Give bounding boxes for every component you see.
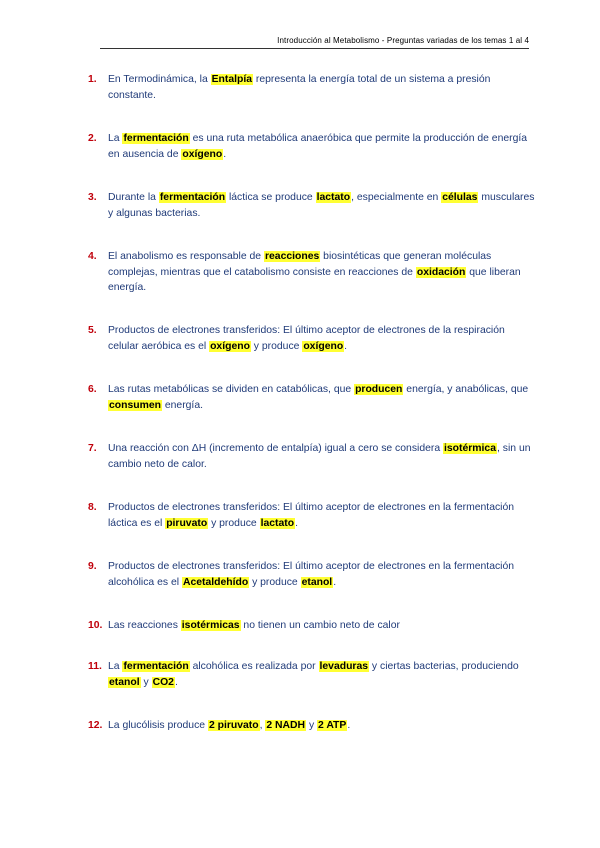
highlighted-term: reacciones	[264, 251, 320, 262]
text-segment: .	[344, 340, 348, 352]
highlighted-term: levaduras	[319, 661, 369, 672]
text-segment: Una reacción con ΔH (incremento de entalpía) igual a cero se considera	[108, 443, 444, 454]
question-number: 8.	[88, 502, 97, 513]
highlighted-term: fermentación	[123, 133, 189, 144]
highlighted-term: oxígeno	[303, 340, 344, 352]
highlighted-term: 2 ATP	[318, 720, 347, 731]
question-number: 6.	[88, 384, 97, 395]
text-segment: El anabolismo es responsable de	[108, 251, 264, 262]
question-item	[88, 559, 538, 590]
question-number: 3.	[88, 192, 97, 203]
question-item	[88, 323, 538, 354]
text-segment: .	[174, 676, 178, 688]
text-segment: biosintéticas que generan moléculas complejas, mientras que el catabolismo consiste en reacciones de	[108, 251, 492, 278]
text-segment: .	[295, 517, 298, 529]
question-item	[88, 500, 538, 531]
text-segment: .	[333, 576, 337, 588]
text-segment: Las reacciones	[108, 620, 181, 631]
question-item	[88, 441, 538, 472]
highlighted-term: fermentación	[123, 661, 189, 672]
text-segment: Productos de electrones transferidos: El último aceptor de electrones en la fermentación láctica es el	[108, 502, 515, 529]
text-segment: y ciertas bacterias, produciendo	[369, 661, 519, 672]
question-item	[88, 131, 538, 162]
highlighted-term: isotérmica	[444, 443, 496, 454]
highlighted-term: consumen	[109, 399, 161, 411]
text-segment: musculares y algunas bacterias.	[108, 192, 535, 219]
question-text	[108, 659, 538, 690]
question-text	[108, 618, 538, 634]
text-segment: y	[140, 676, 152, 688]
question-item	[88, 382, 538, 413]
highlighted-term: 2 NADH	[266, 720, 306, 731]
question-item	[88, 249, 538, 296]
highlighted-term: CO2	[152, 676, 174, 688]
question-number: 10.	[88, 620, 103, 631]
text-segment: energía, y anabólicas, que	[403, 384, 529, 395]
text-segment: Productos de electrones transferidos: El último aceptor de electrones de la respiración celular aeróbica es el	[108, 325, 505, 352]
question-item	[88, 718, 538, 734]
text-segment: Las rutas metabólicas se dividen en catabólicas, que	[108, 384, 355, 395]
question-text	[108, 500, 538, 531]
text-segment: y	[306, 720, 318, 731]
text-segment: , sin un cambio neto de calor.	[108, 443, 531, 470]
text-segment: energía.	[161, 399, 203, 411]
highlighted-term: Acetaldehído	[182, 576, 249, 588]
question-text	[108, 190, 538, 221]
question-text	[108, 718, 538, 734]
question-text	[108, 131, 538, 162]
highlighted-term: oxígeno	[210, 340, 250, 352]
question-item	[88, 190, 538, 221]
text-segment: y produce	[208, 517, 260, 529]
highlighted-term: fermentación	[159, 192, 226, 203]
text-segment: alcohólica es realizada por	[189, 661, 319, 672]
question-number: 11.	[88, 661, 102, 672]
text-segment: y produce	[250, 340, 303, 352]
question-number: 2.	[88, 133, 97, 144]
text-segment: La glucólisis produce	[108, 720, 208, 731]
highlighted-term: piruvato	[166, 517, 208, 529]
highlighted-term: células	[442, 192, 478, 203]
highlighted-term: etanol	[301, 576, 333, 588]
question-number: 1.	[88, 74, 97, 85]
page-header	[100, 36, 529, 49]
text-segment: representa la energía total de un sistema a presión constante.	[108, 74, 491, 101]
highlighted-term: oxidación	[416, 266, 466, 278]
text-segment: láctica se produce	[226, 192, 316, 203]
text-segment: La	[108, 661, 123, 672]
text-segment: es una ruta metabólica anaeróbica que permite la producción de energía en ausencia de	[108, 133, 528, 160]
question-item	[88, 618, 538, 634]
highlighted-term: isotérmicas	[181, 620, 240, 631]
question-text	[108, 441, 538, 472]
text-segment: y produce	[249, 576, 301, 588]
text-segment: Durante la	[108, 192, 159, 203]
question-text	[108, 249, 538, 296]
text-segment: .	[223, 148, 227, 160]
question-number: 4.	[88, 251, 97, 262]
text-segment: .	[347, 720, 351, 731]
highlighted-term: lactato	[316, 192, 351, 203]
question-item	[88, 659, 538, 690]
highlighted-term: oxígeno	[182, 148, 223, 160]
text-segment: ,	[259, 720, 266, 731]
question-number: 7.	[88, 443, 97, 454]
text-segment: no tienen un cambio neto de calor	[240, 620, 400, 631]
question-number: 5.	[88, 325, 97, 336]
highlighted-term: 2 piruvato	[208, 720, 259, 731]
highlighted-term: lactato	[260, 517, 295, 529]
highlighted-term: Entalpía	[211, 74, 253, 85]
text-segment: En Termodinámica, la	[108, 74, 211, 85]
text-segment: que liberan energía.	[108, 266, 521, 293]
question-number: 12.	[88, 720, 103, 731]
header-title: Introducción al Metabolismo - Preguntas variadas de los temas 1 al 4	[277, 36, 529, 45]
question-item	[88, 72, 538, 103]
text-segment: Productos de electrones transferidos: El último aceptor de electrones en la fermentación alcohólica es el	[108, 561, 515, 588]
question-text	[108, 323, 538, 354]
question-text	[108, 72, 538, 103]
highlighted-term: producen	[355, 384, 403, 395]
text-segment: , especialmente en	[351, 192, 442, 203]
question-text	[108, 559, 538, 590]
question-number: 9.	[88, 561, 97, 572]
question-text	[108, 382, 538, 413]
highlighted-term: etanol	[109, 676, 140, 688]
text-segment: La	[108, 133, 123, 144]
